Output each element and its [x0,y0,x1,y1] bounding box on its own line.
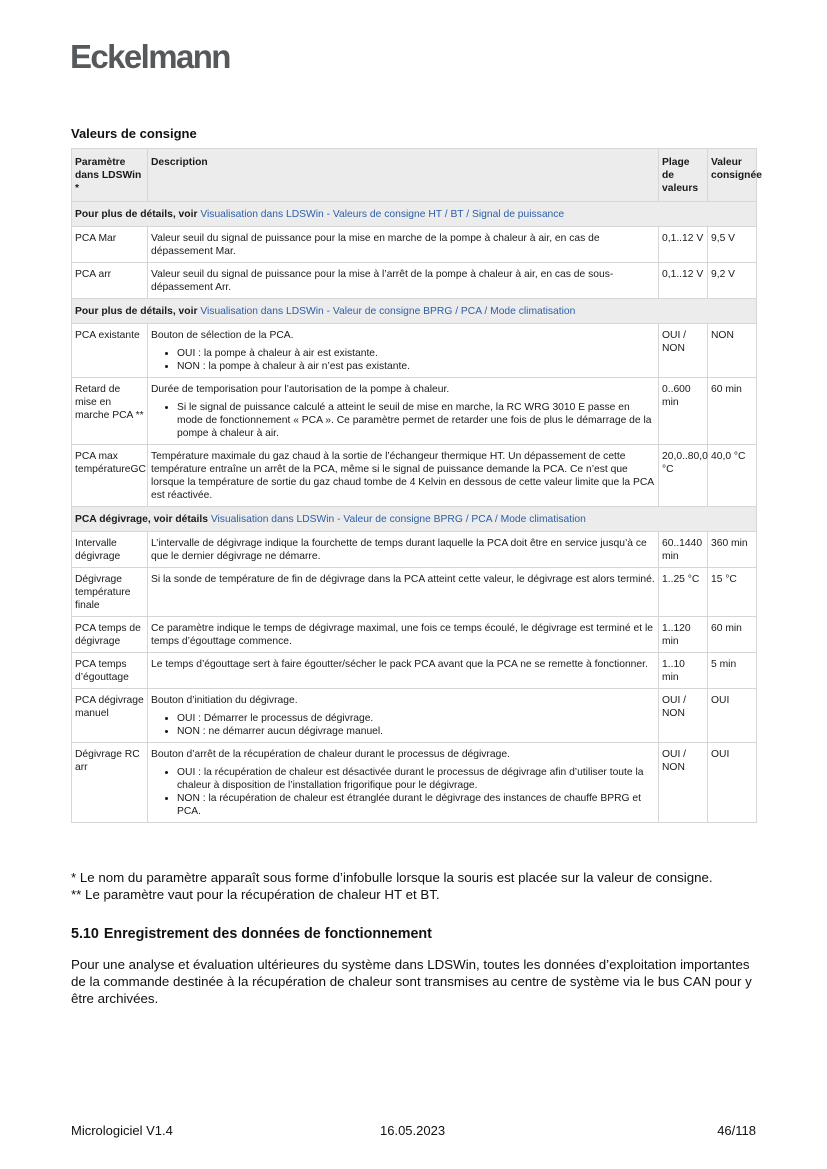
description-text: Le temps d’égouttage sert à faire égoutter/sécher le pack PCA avant que la PCA ne se remette à fonctionner. [151,659,648,670]
footnotes [71,869,771,903]
description-cell [148,653,659,689]
description-text: Ce paramètre indique le temps de dégivrage maximal, une fois ce temps écoulé, le dégivrage est terminé et le temps d’égouttage commence. [151,623,653,647]
description-text: Valeur seuil du signal de puissance pour la mise en marche de la pompe à chaleur à air, en cas de dépassement Mar. [151,233,600,257]
footnote-2: ** Le paramètre vaut pour la récupération de chaleur HT et BT. [71,887,440,902]
bullet-item: • Si le signal de puissance calculé a atteint le seuil de mise en marche, la RC WRG 3010 E passe en mode de fonctionnement « PCA ». Ce paramètre permet de retarder une fois de plus le démarrage de la pompe à chaleur à air. [177,401,655,440]
bullet-item: • NON : la récupération de chaleur est étranglée durant le dégivrage des instances de chauffe BPRG et PCA. [177,792,655,818]
param-cell: Dégivrage RC arr [72,743,148,823]
header-value: Valeur consignée [708,149,757,202]
description-text: Température maximale du gaz chaud à la sortie de l’échangeur thermique HT. Un dépassement de cette température entraîne un arrêt de la PCA, même si le signal de puissance demande la PCA. Ce n’est que lorsque la température de sortie du gaz chaud tombe de 4 Kelvin en dessous de cette valeur limite que la PCA est réactivée. [151,451,654,501]
group-cell [72,299,757,324]
table-body [72,202,757,823]
table-row [72,263,757,299]
bullet-item: • NON : la pompe à chaleur à air n’est pas existante. [177,360,655,373]
description-cell [148,568,659,617]
footer-page-number: 46/118 [717,1123,756,1138]
footer-date: 16.05.2023 [380,1123,446,1138]
group-cell [72,507,757,532]
range-cell: OUI / NON [659,324,708,378]
table-group-row [72,507,757,532]
details-link[interactable]: Visualisation dans LDSWin - Valeur de consigne BPRG / PCA / Mode climatisation [210,514,586,525]
range-cell: OUI / NON [659,743,708,823]
table-row [72,445,757,507]
bullet-item: • OUI : Démarrer le processus de dégivrage. [177,712,655,725]
group-label: PCA dégivrage, voir détails [75,514,208,525]
setpoints-table [71,148,762,823]
table-row [72,617,757,653]
footer-firmware: Micrologiciel V1.4 [71,1123,173,1138]
description-cell [148,378,659,445]
description-text: L’intervalle de dégivrage indique la fourchette de temps durant laquelle la PCA doit être en service jusqu’à ce que le dernier dégivrage ne démarre. [151,538,647,562]
description-cell [148,263,659,299]
range-cell: 0,1..12 V [659,227,708,263]
value-cell: 15 °C [708,568,757,617]
section-number: 5.10 [71,926,99,942]
table-row [72,532,757,568]
value-cell: 360 min [708,532,757,568]
param-cell: Retard de mise en marche PCA ** [72,378,148,445]
param-cell: PCA dégivrage manuel [72,689,148,743]
company-logo: Eckelmann [70,38,230,75]
table-group-row [72,202,757,227]
description-cell [148,324,659,378]
table-row [72,653,757,689]
table-row [72,378,757,445]
description-text: Durée de temporisation pour l’autorisation de la pompe à chaleur. [151,384,450,395]
range-cell: OUI / NON [659,689,708,743]
bullet-list [151,401,655,440]
param-cell: Dégivrage température finale [72,568,148,617]
table-group-row [72,299,757,324]
range-cell: 1..120 min [659,617,708,653]
details-link[interactable]: Visualisation dans LDSWin - Valeurs de consigne HT / BT / Signal de puissance [200,209,565,220]
value-cell: OUI [708,743,757,823]
value-cell: OUI [708,689,757,743]
param-cell: PCA max températureGC [72,445,148,507]
table-row [72,743,757,823]
footnote-1: * Le nom du paramètre apparaît sous forme d’infobulle lorsque la souris est placée sur la valeur de consigne. [71,870,713,885]
table-row [72,227,757,263]
bullet-item: • NON : ne démarrer aucun dégivrage manuel. [177,725,655,738]
value-cell: 40,0 °C [708,445,757,507]
description-text: Valeur seuil du signal de puissance pour la mise à l’arrêt de la pompe à chaleur à air, en cas de sous-dépassement Arr. [151,269,614,293]
range-cell: 0..600 min [659,378,708,445]
range-cell: 0,1..12 V [659,263,708,299]
value-cell: 60 min [708,617,757,653]
details-link[interactable]: Visualisation dans LDSWin - Valeur de consigne BPRG / PCA / Mode climatisation [200,306,576,317]
description-cell [148,617,659,653]
bullet-item: • OUI : la pompe à chaleur à air est existante. [177,347,655,360]
param-cell: PCA arr [72,263,148,299]
param-cell: PCA temps de dégivrage [72,617,148,653]
range-cell: 1..10 min [659,653,708,689]
group-label: Pour plus de détails, voir [75,209,198,220]
param-cell: Intervalle dégivrage [72,532,148,568]
range-cell: 60..1440 min [659,532,708,568]
header-range: Plage de valeurs [659,149,708,202]
description-text: Si la sonde de température de fin de dégivrage dans la PCA atteint cette valeur, le dégivrage est alors terminé. [151,574,655,585]
description-text: Bouton d’initiation du dégivrage. [151,695,298,706]
range-cell: 1..25 °C [659,568,708,617]
bullet-list [151,712,655,738]
bullet-item: • OUI : la récupération de chaleur est désactivée durant le processus de dégivrage afin d’utiliser toute la chaleur à disposition de l’installation frigorifique pour le dégivrage. [177,766,655,792]
description-text: Bouton de sélection de la PCA. [151,330,294,341]
section-title: Valeurs de consigne [71,126,197,141]
table-row [72,324,757,378]
header-description: Description [148,149,659,202]
param-cell: PCA Mar [72,227,148,263]
value-cell: 60 min [708,378,757,445]
section-heading-title: Enregistrement des données de fonctionnement [103,926,432,942]
value-cell: NON [708,324,757,378]
table-row [72,568,757,617]
value-cell: 9,2 V [708,263,757,299]
table-header-row [72,149,757,202]
bullet-list [151,347,655,373]
section-heading [71,926,432,942]
description-cell [148,743,659,823]
value-cell: 9,5 V [708,227,757,263]
param-cell: PCA temps d’égouttage [72,653,148,689]
group-label: Pour plus de détails, voir [75,306,198,317]
bullet-list [151,766,655,818]
description-cell [148,445,659,507]
table-row [72,689,757,743]
description-cell [148,227,659,263]
section-paragraph: Pour une analyse et évaluation ultérieures du système dans LDSWin, toutes les données d’exploitation importantes de la commande destinée à la récupération de chaleur sont transmises au centre de système via le bus CAN pour y être archivées. [71,957,752,1006]
description-text: Bouton d’arrêt de la récupération de chaleur durant le processus de dégivrage. [151,749,510,760]
header-param: Paramètre dans LDSWin * [72,149,148,202]
param-cell: PCA existante [72,324,148,378]
range-cell: 20,0..80,0 °C [659,445,708,507]
group-cell [72,202,757,227]
description-cell [148,689,659,743]
value-cell: 5 min [708,653,757,689]
description-cell [148,532,659,568]
